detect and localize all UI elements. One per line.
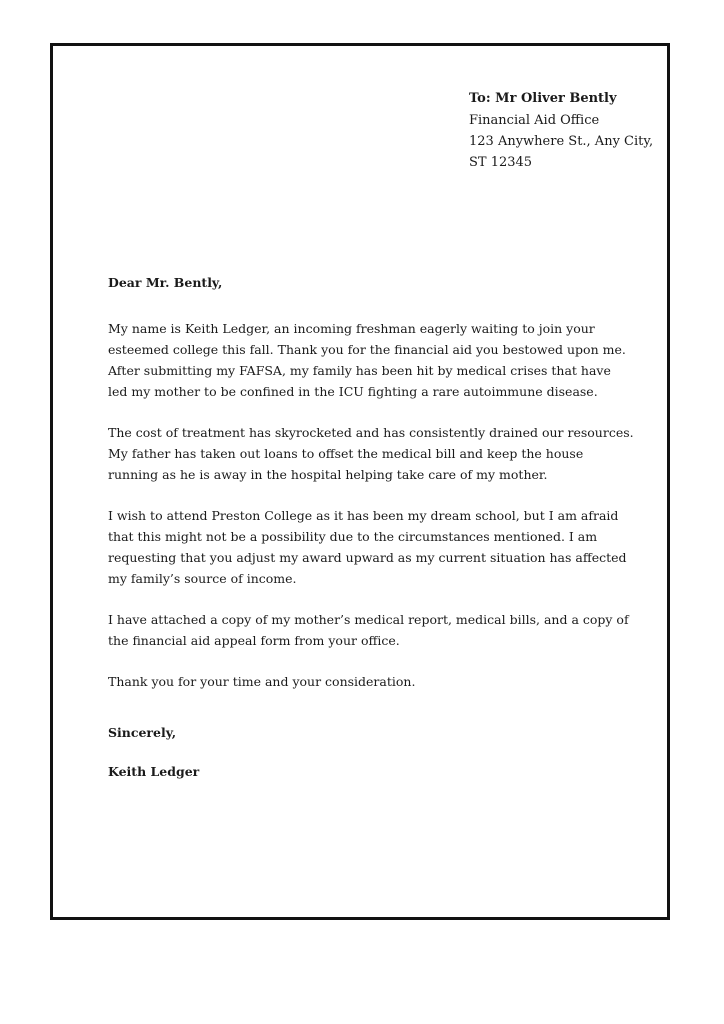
paragraph-line: I have attached a copy of my mother’s medical report, medical bills, and a copy of <box>108 612 629 627</box>
paragraph-line: running as he is away in the hospital helping take care of my mother. <box>108 467 548 482</box>
address-line: 123 Anywhere St., Any City, <box>469 134 654 149</box>
paragraph-line: I wish to attend Preston College as it has been my dream school, but I am afraid <box>108 508 619 523</box>
letter-page-frame <box>50 43 670 920</box>
paragraph-line: My name is Keith Ledger, an incoming freshman eagerly waiting to join your <box>108 321 595 336</box>
paragraph-3 <box>108 505 628 589</box>
paragraph-line: that this might not be a possibility due to the circumstances mentioned. I am <box>108 529 598 544</box>
paragraph-line: my family’s source of income. <box>108 571 297 586</box>
recipient-address <box>469 110 669 173</box>
paragraph-5 <box>108 671 628 692</box>
address-line: ST 12345 <box>469 155 533 170</box>
paragraph-line: esteemed college this fall. Thank you for the financial aid you bestowed upon me. <box>108 342 626 357</box>
paragraph-line: requesting that you adjust my award upward as my current situation has affected <box>108 550 627 565</box>
closing: Sincerely, <box>108 725 177 740</box>
paragraph-line: led my mother to be confined in the ICU fighting a rare autoimmune disease. <box>108 384 598 399</box>
paragraph-line: After submitting my FAFSA, my family has been hit by medical crises that have <box>108 363 611 378</box>
address-line: Financial Aid Office <box>469 113 600 128</box>
paragraph-line: the financial aid appeal form from your office. <box>108 633 400 648</box>
recipient-block <box>469 88 669 173</box>
paragraph-line: My father has taken out loans to offset the medical bill and keep the house <box>108 446 584 461</box>
signature: Keith Ledger <box>108 764 200 779</box>
paragraph-line: Thank you for your time and your consideration. <box>108 674 416 689</box>
paragraph-line: The cost of treatment has skyrocketed and has consistently drained our resources. <box>108 425 634 440</box>
paragraph-2 <box>108 422 634 485</box>
recipient-name: To: Mr Oliver Bently <box>469 91 617 106</box>
letter-body <box>108 272 634 782</box>
salutation: Dear Mr. Bently, <box>108 275 223 290</box>
paragraph-1 <box>108 318 628 402</box>
paragraph-4 <box>108 609 628 651</box>
